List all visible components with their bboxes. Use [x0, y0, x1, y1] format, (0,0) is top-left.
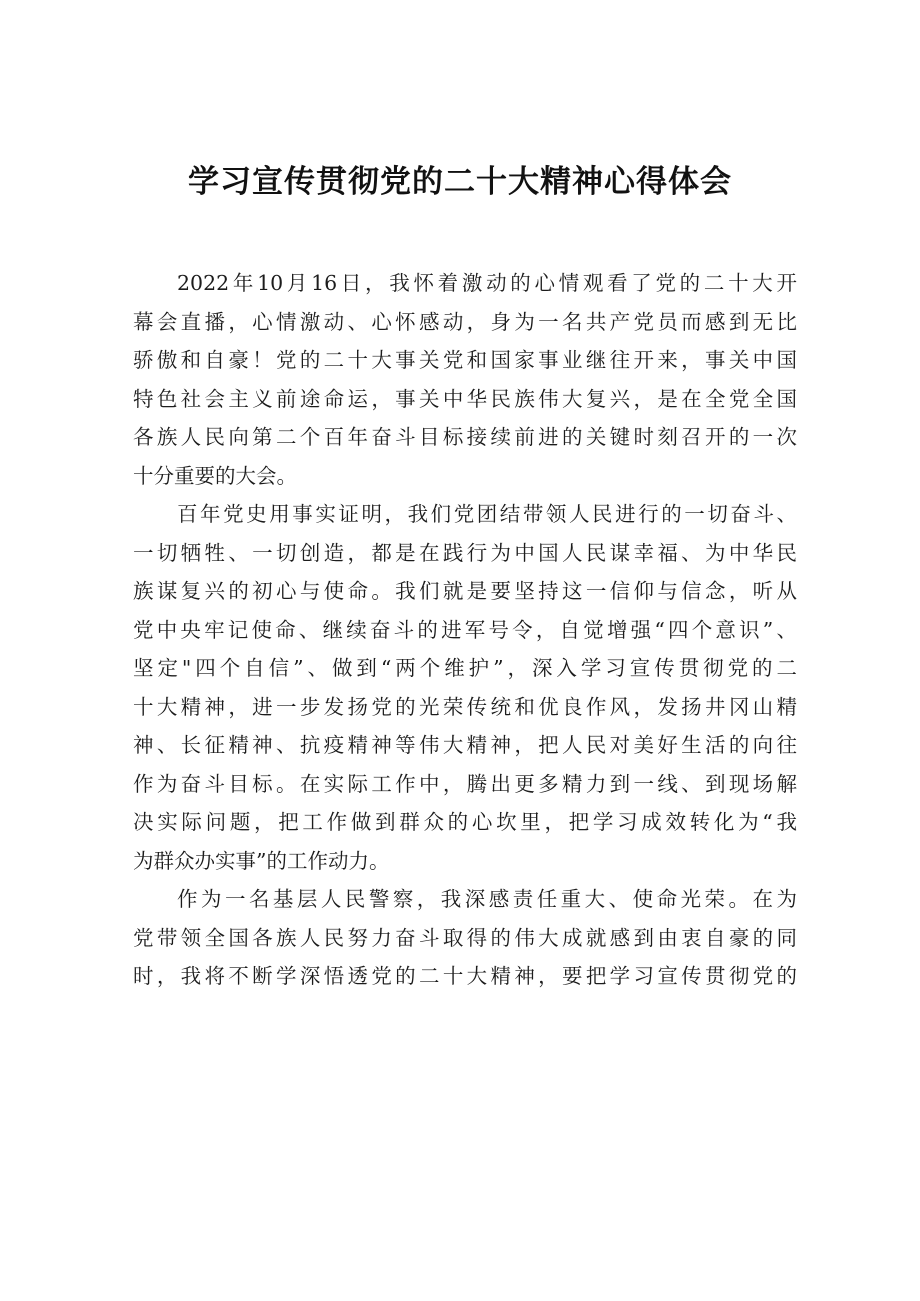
paragraph	[133, 495, 797, 880]
text-line: 决实际问题，把工作做到群众的心坎里，把学习成效转化为“我	[133, 810, 797, 834]
text-line: 坚定"四个自信”、做到“两个维护”，深入学习宣传贯彻党的二	[133, 656, 797, 680]
text-line: 一切牺牲、一切创造，都是在践行为中国人民谋幸福、为中华民	[133, 540, 797, 565]
text-line: 百年党史用事实证明，我们党团结带领人民进行的一切奋斗、	[177, 502, 797, 526]
text-line: 为群众办实事”的工作动力。	[133, 848, 390, 873]
text-line: 十分重要的大会。	[133, 463, 297, 488]
document-title: 学习宣传贯彻党的二十大精神心得体会	[188, 164, 732, 200]
text-line: 十大精神，进一步发扬党的光荣传统和优良作风，发扬井冈山精	[133, 694, 797, 719]
text-line: 2022年10月16日，我怀着激动的心情观看了党的二十大开	[177, 271, 797, 295]
document-body	[133, 264, 797, 996]
text-line: 神、长征精神、抗疫精神等伟大精神，把人民对美好生活的向往	[133, 733, 797, 757]
paragraph	[133, 264, 797, 495]
text-line: 幕会直播，心情激动、心怀感动，身为一名共产党员而感到无比	[133, 309, 797, 334]
text-line: 作为奋斗目标。在实际工作中，腾出更多精力到一线、到现场解	[133, 771, 797, 796]
text-line: 党带领全国各族人民努力奋斗取得的伟大成就感到由衷自豪的同	[133, 925, 797, 950]
text-line: 时，我将不断学深悟透党的二十大精神，要把学习宣传贯彻党的	[133, 964, 797, 988]
text-line: 党中央牢记使命、继续奋斗的进军号令，自觉增强“四个意识”、	[133, 617, 797, 642]
text-line: 作为一名基层人民警察，我深感责任重大、使命光荣。在为	[177, 887, 797, 911]
paragraph	[133, 880, 797, 996]
text-line: 特色社会主义前途命运，事关中华民族伟大复兴，是在全党全国	[133, 386, 797, 411]
text-line: 族谋复兴的初心与使命。我们就是要坚持这一信仰与信念，听从	[133, 579, 797, 603]
text-line: 骄傲和自豪！党的二十大事关党和国家事业继往开来，事关中国	[133, 348, 797, 372]
text-line: 各族人民向第二个百年奋斗目标接续前进的关键时刻召开的一次	[133, 425, 797, 449]
